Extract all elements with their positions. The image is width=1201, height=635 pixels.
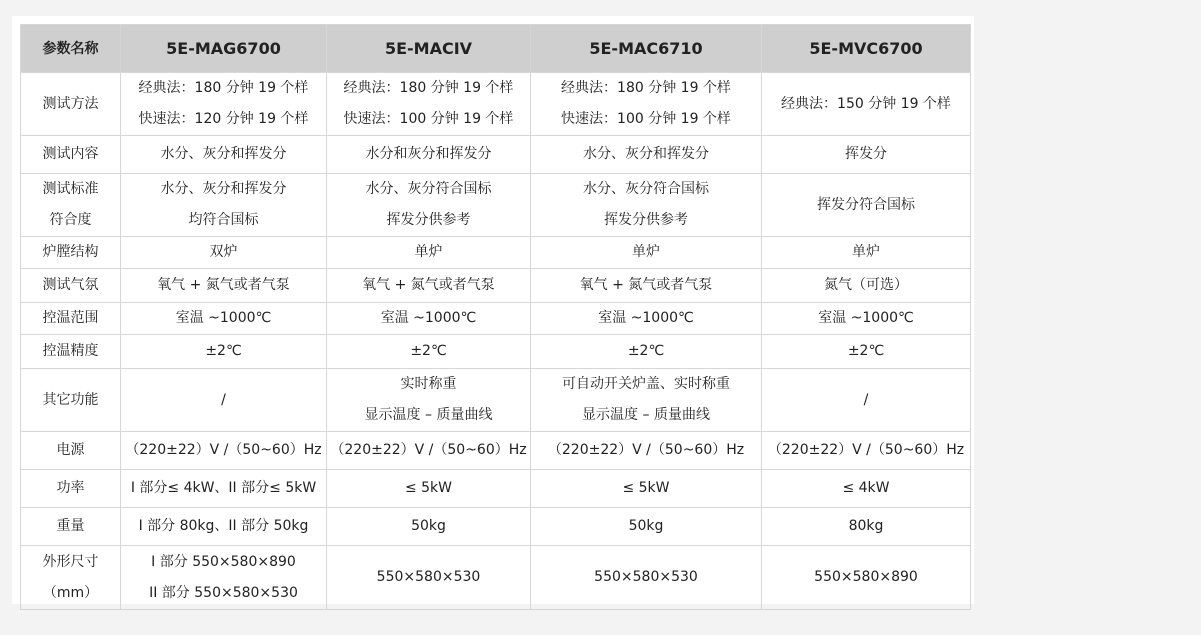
cell-mvc6700 (762, 303, 971, 335)
cell-text: 水分、灰分符合国标 (583, 181, 709, 197)
cell-text: 单炉 (414, 244, 443, 260)
cell-text: 快速法：100 分钟 19 个样 (561, 111, 731, 127)
header-model-maciv: 5E-MACIV (327, 25, 531, 73)
cell-mac6710 (531, 73, 762, 136)
row-label-text: 重量 (56, 518, 85, 534)
spec-panel (12, 16, 974, 604)
cell-mag6700 (121, 237, 327, 269)
cell-text: （220±22）V /（50~60）Hz (767, 442, 965, 458)
row-label-cell (21, 269, 121, 303)
cell-text: 经典法：180 分钟 19 个样 (343, 80, 514, 96)
cell-text: 快速法：100 分钟 19 个样 (343, 111, 514, 127)
cell-text: I 部分≤ 4kW、II 部分≤ 5kW (130, 480, 317, 496)
cell-mac6710 (531, 303, 762, 335)
cell-mac6710 (531, 237, 762, 269)
cell-text: ±2℃ (847, 343, 885, 359)
cell-maciv (327, 369, 531, 432)
cell-mvc6700 (762, 546, 971, 610)
cell-mag6700 (121, 369, 327, 432)
cell-text: 双炉 (209, 244, 238, 260)
cell-text: 室温 ~1000℃ (818, 310, 914, 326)
row-label-cell (21, 546, 121, 610)
cell-text: ≤ 4kW (842, 480, 890, 496)
cell-mac6710 (531, 546, 762, 610)
cell-text: 550×580×530 (376, 569, 481, 585)
cell-text: 挥发分 (845, 146, 887, 162)
cell-text: 挥发分供参考 (386, 212, 471, 228)
cell-text: / (221, 391, 226, 408)
cell-mvc6700 (762, 335, 971, 369)
row-label-text: 控温精度 (42, 343, 99, 359)
cell-mvc6700 (762, 432, 971, 470)
row-label-cell (21, 303, 121, 335)
table-row (21, 335, 971, 369)
cell-text: 可自动开关炉盖、实时称重 (562, 376, 730, 392)
cell-mac6710 (531, 470, 762, 508)
cell-mag6700 (121, 303, 327, 335)
cell-mag6700 (121, 432, 327, 470)
row-label-text: （mm） (42, 584, 99, 601)
cell-text: 单炉 (632, 244, 660, 260)
header-model-mac6710: 5E-MAC6710 (531, 25, 762, 73)
cell-mvc6700 (762, 508, 971, 546)
cell-text: I 部分 80kg、II 部分 50kg (138, 518, 309, 534)
cell-text: 实时称重 (400, 376, 457, 392)
cell-mvc6700 (762, 237, 971, 269)
row-label-cell (21, 432, 121, 470)
cell-text: 经典法：180 分钟 19 个样 (138, 80, 309, 96)
cell-text: 氮气（可选） (824, 277, 908, 293)
cell-text: 显示温度 – 质量曲线 (582, 407, 710, 423)
cell-text: 室温 ~1000℃ (175, 310, 272, 326)
cell-mac6710 (531, 432, 762, 470)
cell-text: 氧气 + 氮气或者气泵 (579, 277, 713, 293)
cell-mac6710 (531, 269, 762, 303)
cell-text: 快速法：120 分钟 19 个样 (138, 111, 309, 127)
spec-table (20, 24, 971, 610)
cell-maciv (327, 136, 531, 174)
cell-mag6700 (121, 269, 327, 303)
cell-text: 水分、灰分和挥发分 (160, 181, 287, 197)
cell-text: （220±22）V /（50~60）Hz (547, 442, 745, 458)
row-label-cell (21, 470, 121, 508)
table-row (21, 508, 971, 546)
header-param-name: 参数名称 (21, 25, 121, 73)
cell-text: ±2℃ (627, 343, 665, 359)
cell-text: 80kg (848, 518, 884, 534)
cell-text: 均符合国标 (188, 212, 259, 228)
cell-text: II 部分 550×580×530 (149, 584, 298, 601)
cell-text: ±2℃ (205, 343, 242, 359)
table-row (21, 546, 971, 610)
cell-text: （220±22）V /（50~60）Hz (125, 442, 322, 458)
row-label-text: 测试方法 (42, 95, 99, 112)
cell-mvc6700 (762, 174, 971, 237)
cell-text: 50kg (628, 518, 664, 534)
row-label-cell (21, 136, 121, 174)
table-row (21, 136, 971, 174)
table-row (21, 470, 971, 508)
row-label-cell (21, 237, 121, 269)
row-label-cell (21, 335, 121, 369)
cell-text: 550×580×530 (594, 569, 698, 585)
row-label-text: 控温范围 (42, 310, 99, 326)
table-row (21, 432, 971, 470)
table-row (21, 269, 971, 303)
row-label-text: 电源 (56, 442, 85, 458)
cell-text: ≤ 5kW (404, 480, 453, 496)
cell-maciv (327, 470, 531, 508)
cell-mag6700 (121, 470, 327, 508)
cell-mac6710 (531, 335, 762, 369)
table-row (21, 237, 971, 269)
cell-maciv (327, 546, 531, 610)
cell-text: 显示温度 – 质量曲线 (364, 407, 493, 423)
cell-maciv (327, 432, 531, 470)
cell-mac6710 (531, 174, 762, 237)
header-model-mvc6700: 5E-MVC6700 (762, 25, 971, 73)
row-label-text: 外形尺寸 (42, 553, 99, 570)
row-label-cell (21, 73, 121, 136)
cell-mac6710 (531, 508, 762, 546)
row-label-text: 符合度 (49, 212, 92, 228)
cell-mvc6700 (762, 369, 971, 432)
table-row (21, 303, 971, 335)
cell-mvc6700 (762, 136, 971, 174)
row-label-text: 测试内容 (42, 146, 99, 162)
cell-mvc6700 (762, 470, 971, 508)
cell-text: 氧气 + 氮气或者气泵 (157, 277, 290, 293)
table-row (21, 369, 971, 432)
row-label-cell (21, 508, 121, 546)
cell-text: （220±22）V /（50~60）Hz (330, 442, 527, 458)
cell-text: 挥发分供参考 (604, 212, 688, 228)
header-model-mag6700: 5E-MAG6700 (121, 25, 327, 73)
table-row (21, 73, 971, 136)
cell-mag6700 (121, 508, 327, 546)
cell-text: 室温 ~1000℃ (380, 310, 477, 326)
table-row (21, 174, 971, 237)
cell-text: 水分、灰分和挥发分 (583, 146, 709, 162)
row-label-text: 炉膛结构 (42, 244, 99, 260)
cell-mag6700 (121, 335, 327, 369)
row-label-cell (21, 174, 121, 237)
cell-text: 氧气 + 氮气或者气泵 (362, 277, 495, 293)
cell-text: 经典法：180 分钟 19 个样 (561, 80, 731, 96)
cell-text: ≤ 5kW (622, 480, 670, 496)
row-label-text: 测试标准 (42, 181, 99, 197)
cell-mag6700 (121, 546, 327, 610)
header-row (21, 25, 971, 73)
cell-text: ±2℃ (410, 343, 447, 359)
cell-maciv (327, 174, 531, 237)
cell-text: I 部分 550×580×890 (151, 553, 296, 570)
cell-text: 550×580×890 (814, 569, 918, 585)
row-label-text: 测试气氛 (42, 277, 99, 293)
cell-text: 挥发分符合国标 (817, 196, 915, 213)
cell-mvc6700 (762, 269, 971, 303)
row-label-cell (21, 369, 121, 432)
spec-body (21, 73, 971, 610)
row-label-text: 功率 (56, 480, 85, 496)
cell-maciv (327, 508, 531, 546)
cell-maciv (327, 303, 531, 335)
cell-mvc6700 (762, 73, 971, 136)
cell-mag6700 (121, 174, 327, 237)
cell-text: 水分、灰分和挥发分 (160, 146, 287, 162)
cell-maciv (327, 237, 531, 269)
cell-maciv (327, 73, 531, 136)
cell-text: 50kg (411, 518, 446, 534)
cell-mac6710 (531, 369, 762, 432)
cell-maciv (327, 335, 531, 369)
cell-text: 水分和灰分和挥发分 (365, 146, 492, 162)
cell-mag6700 (121, 136, 327, 174)
row-label-text: 其它功能 (42, 391, 99, 408)
cell-text: 单炉 (852, 244, 880, 260)
cell-text: 室温 ~1000℃ (598, 310, 694, 326)
cell-text: / (863, 391, 869, 408)
cell-text: 水分、灰分符合国标 (365, 181, 492, 197)
cell-mac6710 (531, 136, 762, 174)
cell-mag6700 (121, 73, 327, 136)
cell-maciv (327, 269, 531, 303)
cell-text: 经典法：150 分钟 19 个样 (781, 95, 951, 112)
